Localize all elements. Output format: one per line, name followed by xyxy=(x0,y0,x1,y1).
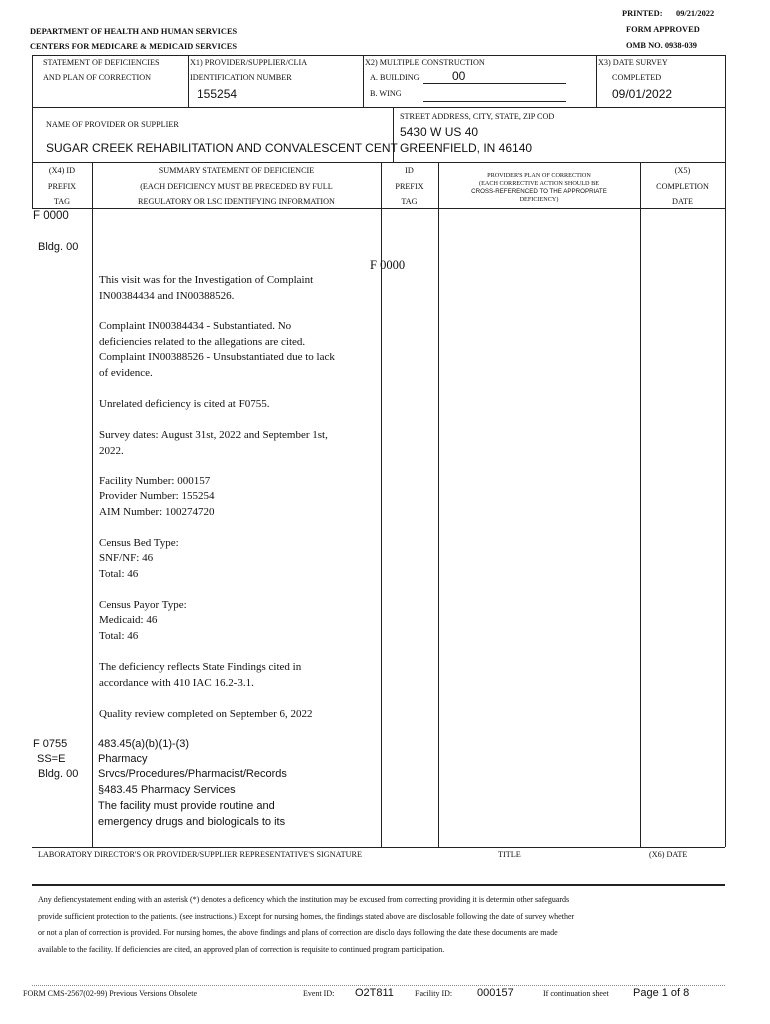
signature-label: LABORATORY DIRECTOR'S OR PROVIDER/SUPPLIER REPRESENTATIVE'S SIGNATURE xyxy=(38,850,362,859)
facility-id-value: 000157 xyxy=(477,987,514,999)
poc-header-4: DEFICIENCY) xyxy=(519,196,559,203)
address-line-1: 5430 W US 40 xyxy=(400,125,479,139)
event-id-label: Event ID: xyxy=(303,989,335,998)
scope-severity: SS=E xyxy=(37,753,66,765)
provider-number: Provider Number: 155254 xyxy=(99,490,215,502)
statement-label-1: STATEMENT OF DEFICIENCIES xyxy=(43,58,160,67)
x3-label-2: COMPLETED xyxy=(612,73,662,82)
date-label: (X6) DATE xyxy=(649,850,688,859)
census-payor-total: Total: 46 xyxy=(99,630,139,642)
provider-name-value: SUGAR CREEK REHABILITATION AND CONVALESCENT CENT xyxy=(46,141,398,155)
summary-header-1: SUMMARY STATEMENT OF DEFICIENCIE xyxy=(158,166,315,175)
id-header-2: PREFIX xyxy=(395,182,424,191)
regulation-line-4: §483.45 Pharmacy Services xyxy=(98,784,236,796)
aim-number: AIM Number: 100274720 xyxy=(99,506,215,518)
paragraph-quality-review: Quality review completed on September 6, 2022 xyxy=(99,708,313,720)
summary-header-3: REGULATORY OR LSC IDENTIFYING INFORMATION xyxy=(138,197,335,206)
x1-label-1: X1) PROVIDER/SUPPLIER/CLIA xyxy=(190,58,308,67)
census-payor-medicaid: Medicaid: 46 xyxy=(99,614,158,626)
wing-label: B. WING xyxy=(370,89,402,98)
census-bed-label: Census Bed Type: xyxy=(99,537,179,549)
poc-header-1: PROVIDER'S PLAN OF CORRECTION xyxy=(487,172,591,179)
address-line-2: GREENFIELD, IN 46140 xyxy=(400,141,533,155)
x3-label-1: X3) DATE SURVEY xyxy=(598,58,668,67)
statement-label-2: AND PLAN OF CORRECTION xyxy=(43,73,152,82)
survey-date-value: 09/01/2022 xyxy=(612,87,673,101)
poc-header-2: (EACH CORRECTIVE ACTION SHOULD BE xyxy=(479,180,599,187)
census-payor-label: Census Payor Type: xyxy=(99,599,187,611)
form-number: FORM CMS-2567(02-99) Previous Versions Obsolete xyxy=(23,989,198,998)
census-bed-total: Total: 46 xyxy=(99,568,139,580)
provider-name-label: NAME OF PROVIDER OR SUPPLIER xyxy=(46,120,179,129)
provider-id-value: 155254 xyxy=(197,87,238,101)
x4-header-2: PREFIX xyxy=(47,182,77,191)
building-label: A. BUILDING xyxy=(370,73,420,82)
facility-number: Facility Number: 000157 xyxy=(99,475,211,487)
x5-header-3: DATE xyxy=(672,197,693,206)
paragraph-complaints: Complaint IN00384434 - Substantiated. No deficiencies related to the allegations are cited. Complaint IN00388526 - Unsubstantiated due to lack of evidence. xyxy=(99,320,335,379)
poc-header-3: CROSS-REFERENCED TO THE APPROPRIATE xyxy=(471,188,607,195)
centers-title: CENTERS FOR MEDICARE & MEDICAID SERVICES xyxy=(30,42,238,51)
regulation-line-2: Pharmacy xyxy=(98,753,148,765)
bldg-tag-2: Bldg. 00 xyxy=(38,768,79,780)
department-title: DEPARTMENT OF HEALTH AND HUMAN SERVICES xyxy=(30,27,238,36)
title-label: TITLE xyxy=(498,850,521,859)
x4-header-1: (X4) ID xyxy=(48,166,76,175)
facility-id-label: Facility ID: xyxy=(415,989,453,998)
tag-f0755: F 0755 xyxy=(33,738,68,750)
printed-date: 09/21/2022 xyxy=(676,9,715,18)
paragraph-visit: This visit was for the Investigation of Complaint IN00384434 and IN00388526. xyxy=(99,274,314,302)
census-bed-snf: SNF/NF: 46 xyxy=(99,552,154,564)
x1-label-2: IDENTIFICATION NUMBER xyxy=(190,73,292,82)
id-tag-f0000: F 0000 xyxy=(370,258,406,272)
bldg-tag-1: Bldg. 00 xyxy=(38,241,79,253)
page-number: Page 1 of 8 xyxy=(633,987,690,999)
printed-label: PRINTED: xyxy=(622,9,663,18)
event-id-value: O2T811 xyxy=(355,987,394,999)
x5-header-1: (X5) xyxy=(674,166,691,175)
building-value: 00 xyxy=(452,69,466,83)
paragraph-survey-dates: Survey dates: August 31st, 2022 and September 1st, 2022. xyxy=(99,429,328,457)
regulation-line-6: emergency drugs and biologicals to its xyxy=(98,816,286,828)
x2-label: X2) MULTIPLE CONSTRUCTION xyxy=(365,58,485,67)
address-label: STREET ADDRESS, CITY, STATE, ZIP COD xyxy=(400,112,555,121)
summary-header-2: (EACH DEFICIENCY MUST BE PRECEDED BY FULL xyxy=(140,182,333,191)
paragraph-state-findings: The deficiency reflects State Findings cited in accordance with 410 IAC 16.2-3.1. xyxy=(99,661,302,689)
id-header-3: TAG xyxy=(401,197,418,206)
regulation-line-3: Srvcs/Procedures/Pharmacist/Records xyxy=(98,768,287,780)
id-header-1: ID xyxy=(405,166,414,175)
paragraph-unrelated: Unrelated deficiency is cited at F0755. xyxy=(99,398,270,410)
tag-f0000: F 0000 xyxy=(33,210,69,222)
form-approved-label: FORM APPROVED xyxy=(626,25,700,34)
regulation-line-5: The facility must provide routine and xyxy=(98,800,275,812)
deficiency-notice: Any defiencystatement ending with an asterisk (*) denotes a deficency which the institution may be excused from correcting providing it is determin other safeguards provide sufficient protection to the patients. (see instructions.) Except for nursing homes, the findings stated above are disclosable following the date of survey whether or not a plan of correction is provided. For nursing homes, the above findings and plans of correction are disclo days following the date these documents are made available to the facility. If deficiencies are cited, an approved plan of correction is requisite to continued program participation. xyxy=(38,895,575,954)
continuation-label: If continuation sheet xyxy=(543,989,609,998)
regulation-line-1: 483.45(a)(b)(1)-(3) xyxy=(98,738,190,750)
omb-number: OMB NO. 0938-039 xyxy=(626,41,697,50)
x5-header-2: COMPLETION xyxy=(656,182,709,191)
x4-header-3: TAG xyxy=(53,197,71,206)
